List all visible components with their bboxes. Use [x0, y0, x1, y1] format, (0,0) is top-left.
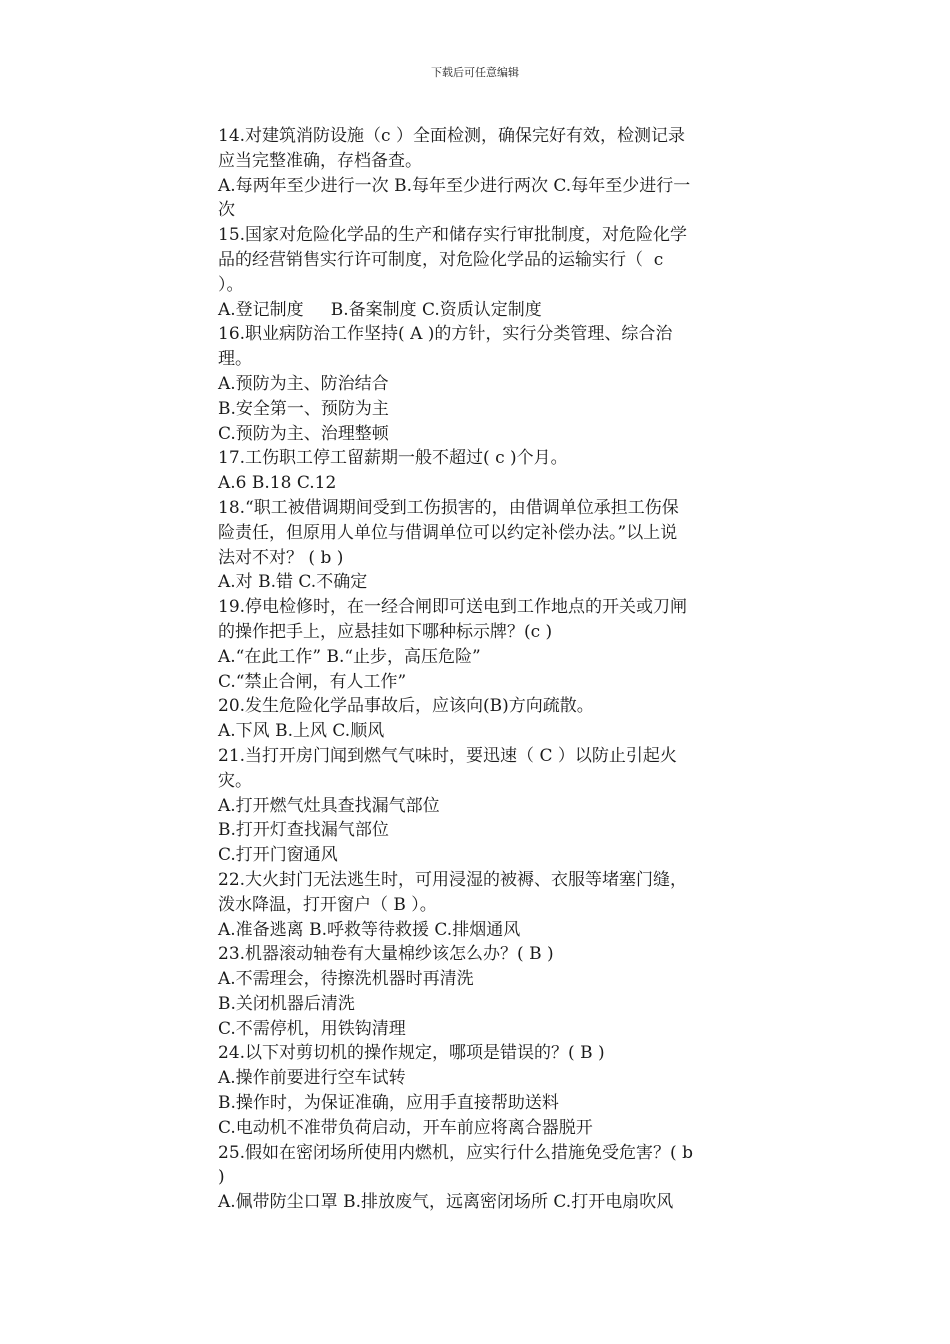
- text-line: C.预防为主、治理整顿: [218, 423, 389, 444]
- text-line: A.预防为主、防治结合: [218, 373, 389, 394]
- text-line: C.电动机不准带负荷启动，开车前应将离合器脱开: [218, 1117, 593, 1138]
- text-line: 16.职业病防治工作坚持( A )的方针，实行分类管理、综合治: [218, 324, 673, 345]
- text-line: B.关闭机器后清洗: [218, 993, 355, 1014]
- text-line: A.打开燃气灶具查找漏气部位: [218, 795, 440, 816]
- text-line: C.不需停机，用铁钩清理: [218, 1018, 406, 1039]
- text-line: 15.国家对危险化学品的生产和储存实行审批制度，对危险化学: [218, 225, 688, 246]
- text-line: 20.发生危险化学品事故后，应该向(B)方向疏散。: [218, 696, 594, 717]
- text-line: 23.机器滚动轴卷有大量棉纱该怎么办？( B ): [218, 944, 554, 965]
- text-line: 品的经营销售实行许可制度，对危险化学品的运输实行（ c: [218, 249, 664, 270]
- text-line: 21.当打开房门闻到燃气气味时，要迅速（ C ）以防止引起火: [218, 745, 677, 766]
- text-line: C.打开门窗通风: [218, 845, 338, 866]
- text-line: 法对不对？ ( b ): [218, 547, 344, 568]
- text-line: ): [218, 1167, 225, 1188]
- text-line: 14.对建筑消防设施（c ）全面检测，确保完好有效，检测记录: [218, 126, 685, 146]
- page-header: 下载后可任意编辑: [431, 66, 519, 79]
- text-line: C.“禁止合闸，有人工作”: [218, 671, 407, 692]
- text-line: 25.假如在密闭场所使用内燃机，应实行什么措施免受危害？( b: [218, 1142, 693, 1163]
- text-line: 18.“职工被借调期间受到工伤损害的，由借调单位承担工伤保: [218, 497, 679, 518]
- text-line: A.不需理会，待擦洗机器时再清洗: [218, 969, 474, 990]
- text-line: 泼水降温，打开窗户（ B ）。: [218, 894, 437, 915]
- text-line: 次: [218, 200, 235, 221]
- document-body: [218, 124, 763, 1215]
- text-line: 应当完整准确，存档备查。: [218, 150, 422, 171]
- text-line: 的操作把手上，应悬挂如下哪种标示牌？(c ): [218, 621, 553, 642]
- text-line: 灾。: [218, 770, 252, 791]
- text-line: B.打开灯查找漏气部位: [218, 820, 389, 841]
- text-line: A.登记制度 B.备案制度 C.资质认定制度: [218, 299, 542, 320]
- text-line: 22.大火封门无法逃生时，可用浸湿的被褥、衣服等堵塞门缝，: [218, 869, 688, 890]
- text-line: 险责任，但原用人单位与借调单位可以约定补偿办法。”以上说: [218, 522, 678, 543]
- text-line: A.下风 B.上风 C.顺风: [218, 721, 385, 742]
- text-line: A.准备逃离 B.呼救等待救援 C.排烟通风: [218, 919, 521, 940]
- text-line: B.安全第一、预防为主: [218, 398, 389, 419]
- text-line: A.对 B.错 C.不确定: [218, 572, 368, 593]
- text-line: A.“在此工作” B.“止步，高压危险”: [218, 646, 481, 667]
- text-line: 理。: [218, 349, 252, 370]
- text-line: 19.停电检修时，在一经合闸即可送电到工作地点的开关或刀闸: [218, 597, 688, 618]
- text-line: A.佩带防尘口罩 B.排放废气，远离密闭场所 C.打开电扇吹风: [218, 1192, 674, 1213]
- text-line: A.操作前要进行空车试转: [218, 1068, 406, 1089]
- text-line: 17.工伤职工停工留薪期一般不超过( c )个月。: [218, 448, 568, 469]
- text-line: A.每两年至少进行一次 B.每年至少进行两次 C.每年至少进行一: [218, 175, 691, 196]
- text-line: A.6 B.18 C.12: [218, 473, 337, 494]
- text-line: 24.以下对剪切机的操作规定，哪项是错误的？( B ): [218, 1043, 605, 1064]
- text-line: B.操作时，为保证准确，应用手直接帮助送料: [218, 1093, 559, 1114]
- text-line: ）。: [218, 274, 244, 295]
